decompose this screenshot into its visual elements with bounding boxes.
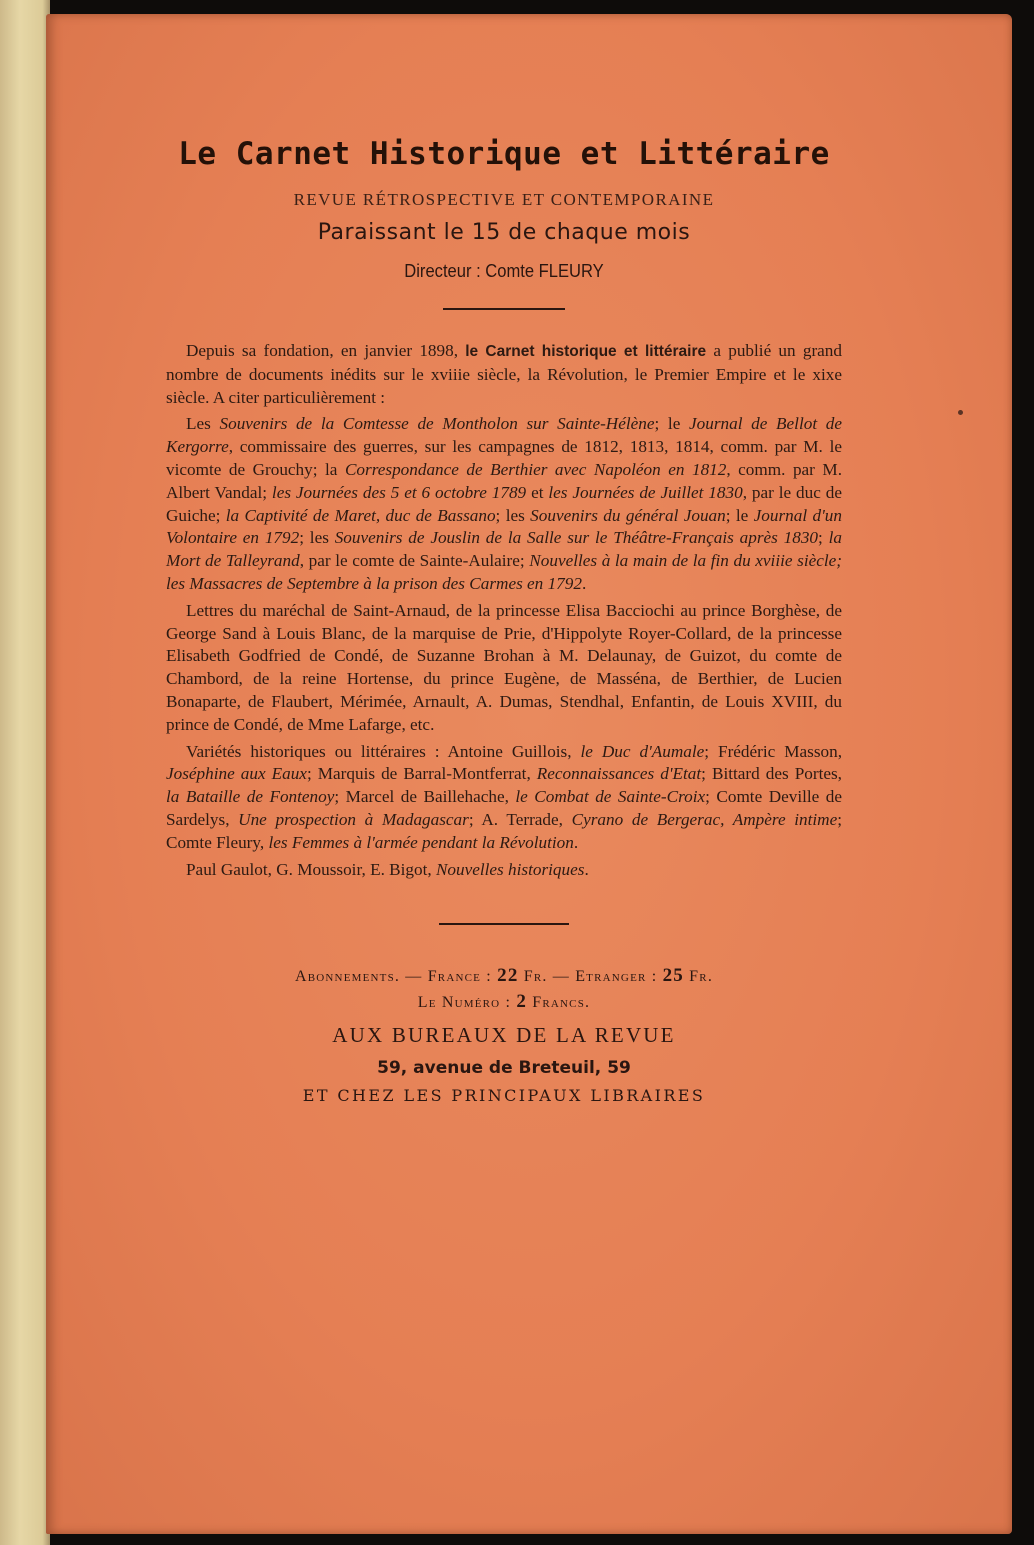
work-title: le Combat de Sainte-Croix: [515, 787, 706, 807]
abroad-label: Etranger :: [575, 968, 663, 986]
text-run: ; Comte Fleury,: [166, 809, 842, 852]
text-run: ;: [818, 528, 829, 548]
journal-name-bold: le Carnet historique et littéraire: [465, 343, 707, 360]
work-title: Une prospection à Madagascar: [238, 809, 469, 829]
work-title: la Mort de Talleyrand: [166, 528, 842, 571]
text-run: ; Bittard des Portes,: [701, 764, 842, 784]
text-run: Depuis sa fondation, en janvier 1898,: [186, 341, 466, 360]
paragraph-letters: Lettres du maréchal de Saint-Arnaud, de la princesse Elisa Bacciochi au prince Borghèse, de George Sand à Louis Blanc, de la marquise de Prie, d'Hippolyte Royer-Collard, de la princesse Elisabeth Godfried de Condé, de Suzanne Brohan à M. Delaunay, de Guizot, du comte de Chambord, de la reine Hortense, du prince Eugène, de Masséna, de Berthier, de Lucien Bonaparte, de Flaubert, Mérimée, Arnault, A. Dumas, Stendhal, Enfantin, de Louis XVIII, du prince de Condé, de Mme Lafarge, etc.: [166, 600, 842, 734]
work-title: la Bataille de Fontenoy: [166, 787, 335, 807]
cover-sheet: [46, 14, 1012, 1534]
text-run: Les: [186, 414, 220, 434]
text-run: ; Marcel de Baillehache,: [334, 787, 516, 807]
text-run: , par le comte de Sainte-Aulaire;: [299, 551, 530, 571]
journal-title: Le Carnet Historique et Littéraire: [178, 136, 830, 172]
work-title: Reconnaissances d'Etat: [536, 764, 702, 784]
journal-subtitle: REVUE RÉTROSPECTIVE ET CONTEMPORAINE: [293, 190, 715, 209]
body-text: [166, 340, 842, 881]
text-run: a publié un grand nombre de documents inédits sur le xviiie siècle, la Révolution, le Premier Empire et le xixe siècle. A citer particulièrement :: [166, 341, 842, 407]
paragraph-intro: [166, 340, 842, 409]
separator-dash: —: [400, 968, 428, 986]
page-content: [166, 124, 842, 1105]
issue-price: 2: [516, 991, 528, 1013]
text-run: , commissaire des guerres, sur les campagnes de 1812, 1813, 1814, comm. par M. le vicomte de Grouchy; la: [166, 437, 842, 479]
work-title: le Duc d'Aumale: [580, 741, 705, 761]
work-title: Correspondance de Berthier avec Napoléon en 1812: [344, 459, 727, 479]
france-label: France :: [427, 968, 498, 986]
work-title: les Femmes à l'armée pendant la Révolution: [268, 832, 574, 852]
work-title: les Journées de Juillet 1830: [548, 482, 743, 502]
subscription-prices: [166, 965, 842, 987]
bureaux-heading: AUX BUREAUX DE LA REVUE: [332, 1023, 676, 1048]
text-run: ; A. Terrade,: [468, 809, 572, 829]
work-title: Joséphine aux Eaux: [166, 764, 307, 784]
france-price: 22: [497, 965, 519, 987]
paragraph-nouvelles: [166, 859, 842, 882]
work-title: Nouvelles historiques: [435, 859, 585, 879]
work-title: Souvenirs du général Jouan: [530, 505, 726, 525]
publication-frequency: Paraissant le 15 de chaque mois: [317, 220, 691, 245]
text-run: .: [581, 573, 587, 593]
text-run: ; Comte Deville de Sardelys,: [166, 787, 842, 829]
issue-price-line: [166, 991, 842, 1013]
abroad-unit: Fr.: [683, 968, 714, 986]
divider-rule: [443, 308, 565, 310]
director-line: Directeur : Comte FLEURY: [404, 261, 604, 281]
work-title: Souvenirs de la Comtesse de Montholon sur Sainte-Hélène: [219, 414, 655, 434]
work-title: Nouvelles à la main de la fin du xviiie siècle; les Massacres de Septembre à la prison des Carmes en 1792: [166, 551, 842, 593]
text-run: ; Frédéric Masson,: [704, 741, 843, 761]
subscriptions-label: Abonnements.: [294, 968, 401, 986]
france-unit: Fr.: [518, 968, 548, 986]
text-run: .: [573, 832, 579, 852]
text-run: , par le duc de Guiche;: [166, 482, 842, 525]
text-run: .: [584, 859, 589, 879]
paragraph-documents: [166, 413, 842, 595]
work-title: Journal d'un Volontaire en 1792: [166, 505, 842, 548]
text-run: ; les: [495, 505, 531, 525]
text-run: Paul Gaulot, G. Moussoir, E. Bigot,: [186, 859, 436, 879]
work-title: Journal de Bellot de Kergorre: [166, 414, 842, 457]
work-title: Cyrano de Bergerac, Ampère intime: [571, 809, 838, 829]
abroad-price: 25: [662, 965, 684, 987]
text-run: , comm. par M. Albert Vandal;: [166, 459, 842, 502]
office-address: 59, avenue de Breteuil, 59: [377, 1058, 631, 1079]
work-title: la Captivité de Maret, duc de Bassano: [225, 505, 496, 525]
separator-dash: —: [547, 968, 576, 986]
issue-label: Le Numéro :: [417, 994, 517, 1012]
text-run: et: [526, 482, 549, 502]
booksellers-line: ET CHEZ LES PRINCIPAUX LIBRAIRES: [302, 1086, 706, 1106]
previous-leaf-edge: [0, 0, 50, 1545]
work-title: Souvenirs de Jouslin de la Salle sur le Théâtre-Français après 1830: [334, 528, 819, 548]
paper-speck: [958, 410, 963, 415]
work-title: les Journées des 5 et 6 octobre 1789: [271, 482, 527, 502]
text-run: ; Marquis de Barral-Montferrat,: [306, 764, 537, 784]
subscription-info: [166, 965, 842, 1013]
text-run: ; le: [725, 505, 754, 525]
issue-unit: Francs.: [527, 994, 591, 1012]
text-run: ; le: [654, 414, 689, 434]
text-run: Variétés historiques ou littéraires : Antoine Guillois,: [186, 741, 581, 761]
paragraph-varietes: [166, 741, 842, 855]
divider-rule: [439, 923, 569, 925]
text-run: ; les: [299, 528, 335, 548]
